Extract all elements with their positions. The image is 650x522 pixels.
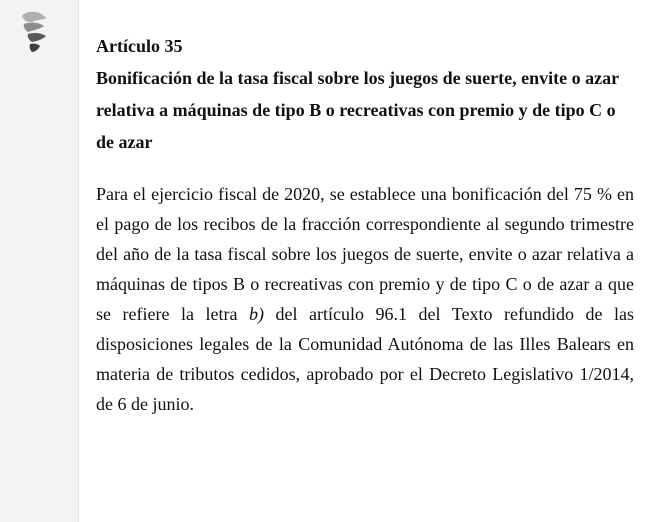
article-body-text-2: del artículo 96.1 del Texto refundido de las disposiciones legales de la Comunidad Autónoma de las Illes Balears en materia de tributos cedidos, aprobado por el Decreto Legislativo 1/2014, de 6 de junio. (96, 304, 634, 414)
article-heading: Bonificación de la tasa fiscal sobre los juegos de suerte, envite o azar relativa a máquinas de tipo B o recreativas con premio y de tipo C o de azar (96, 68, 619, 152)
article-body (96, 179, 634, 419)
article-body-emphasis: b) (249, 304, 264, 324)
left-margin-strip (0, 0, 79, 522)
article-number: Artículo 35 (96, 36, 183, 56)
article-body-text-1: Para el ejercicio fiscal de 2020, se establece una bonificación del 75 % en el pago de los recibos de la fracción correspondiente al segundo trimestre del año de la tasa fiscal sobre los juegos de suerte, envite o azar relativa a máquinas de tipos B o recreativas con premio y de tipo C o de azar a que se refiere la letra (96, 184, 634, 324)
article-content (96, 30, 634, 419)
bulletin-logo-icon (16, 8, 52, 54)
